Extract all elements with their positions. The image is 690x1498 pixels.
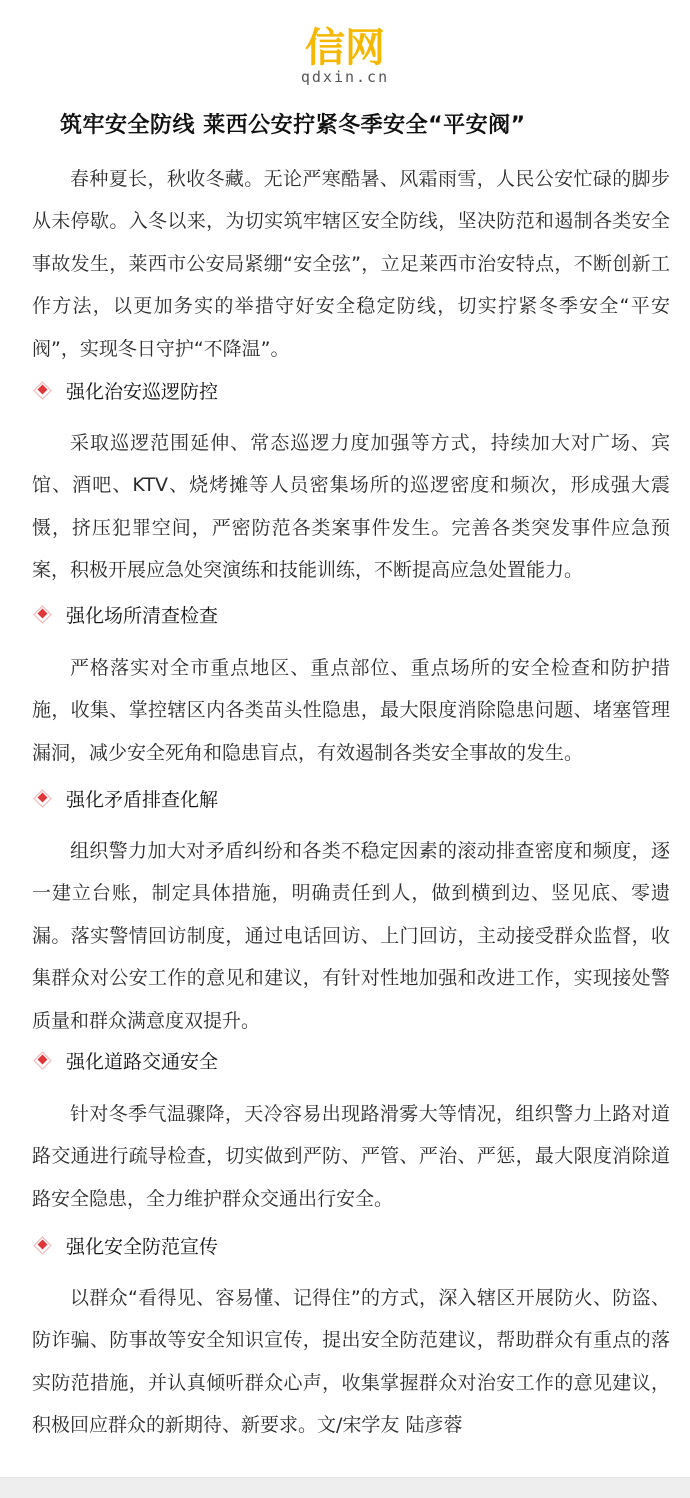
diamond-bullet-icon: [35, 1238, 50, 1253]
section-heading: [32, 780, 670, 816]
section-paragraph: 以群众“看得见、容易懂、记得住”的方式，深入辖区开展防火、防盗、防诈骗、防事故等安全知识宣传，提出安全防范建议，帮助群众有重点的落实防范措施，并认真倾听群众心声，收集掌握群众对治安工作的意见建议，积极回应群众的新期待、新要求。文/宋学友 陆彦蓉: [32, 1287, 670, 1437]
logo-chinese-text: 信网: [305, 25, 385, 71]
section-5-body: [32, 1277, 670, 1447]
section-heading-text: 强化道路交通安全: [66, 1050, 219, 1073]
section-3: [32, 780, 670, 816]
diamond-bullet-icon: [35, 791, 50, 806]
diamond-bullet-icon: [35, 383, 50, 398]
section-2: [32, 596, 670, 632]
article-title: 筑牢安全防线 莱西公安拧紧冬季安全“平安阀”: [60, 113, 526, 138]
section-4-body: [32, 1093, 670, 1220]
footer-band: [0, 1477, 690, 1498]
section-heading: [32, 1227, 670, 1263]
intro-block: [32, 158, 670, 370]
section-paragraph: 采取巡逻范围延伸、常态巡逻力度加强等方式，持续加大对广场、宾馆、酒吧、KTV、烧烤摊等人员密集场所的巡逻密度和频次，形成强大震慑，挤压犯罪空间，严密防范各类案事件发生。完善各类突发事件应急预案，积极开展应急处突演练和技能训练，不断提高应急处置能力。: [32, 432, 670, 582]
section-heading-text: 强化场所清查检查: [66, 604, 219, 627]
section-heading: [32, 1042, 670, 1078]
section-3-body: [32, 830, 670, 1042]
intro-paragraph: 春种夏长，秋收冬藏。无论严寒酷暑、风霜雨雪，人民公安忙碌的脚步从未停歇。入冬以来，为切实筑牢辖区安全防线，坚决防范和遏制各类安全事故发生，莱西市公安局紧绷“安全弦”，立足莱西市治安特点，不断创新工作方法，以更加务实的举措守好安全稳定防线，切实拧紧冬季安全“平安阀”，实现冬日守护“不降温”。: [32, 168, 670, 360]
section-2-body: [32, 647, 670, 774]
section-heading-text: 强化矛盾排查化解: [66, 788, 219, 811]
section-1: [32, 372, 670, 408]
section-heading: [32, 596, 670, 632]
section-heading-text: 强化安全防范宣传: [66, 1235, 219, 1258]
diamond-bullet-icon: [35, 1053, 50, 1068]
diamond-bullet-icon: [35, 607, 50, 622]
site-logo[interactable]: [0, 25, 690, 86]
section-heading-text: 强化治安巡逻防控: [66, 380, 219, 403]
section-5: [32, 1227, 670, 1263]
section-4: [32, 1042, 670, 1078]
section-paragraph: 严格落实对全市重点地区、重点部位、重点场所的安全检查和防护措施，收集、掌控辖区内各类苗头性隐患，最大限度消除隐患问题、堵塞管理漏洞，减少安全死角和隐患盲点，有效遏制各类安全事故的发生。: [32, 657, 670, 764]
logo-domain-text: qdxin.cn: [300, 68, 390, 86]
section-1-body: [32, 422, 670, 592]
section-paragraph: 针对冬季气温骤降，天冷容易出现路滑雾大等情况，组织警力上路对道路交通进行疏导检查，切实做到严防、严管、严治、严惩，最大限度消除道路安全隐患，全力维护群众交通出行安全。: [32, 1103, 670, 1210]
section-paragraph: 组织警力加大对矛盾纠纷和各类不稳定因素的滚动排查密度和频度，逐一建立台账，制定具体措施，明确责任到人，做到横到边、竖见底、零遗漏。落实警情回访制度，通过电话回访、上门回访，主动接受群众监督，收集群众对公安工作的意见和建议，有针对性地加强和改进工作，实现接处警质量和群众满意度双提升。: [32, 840, 670, 1032]
section-heading: [32, 372, 670, 408]
